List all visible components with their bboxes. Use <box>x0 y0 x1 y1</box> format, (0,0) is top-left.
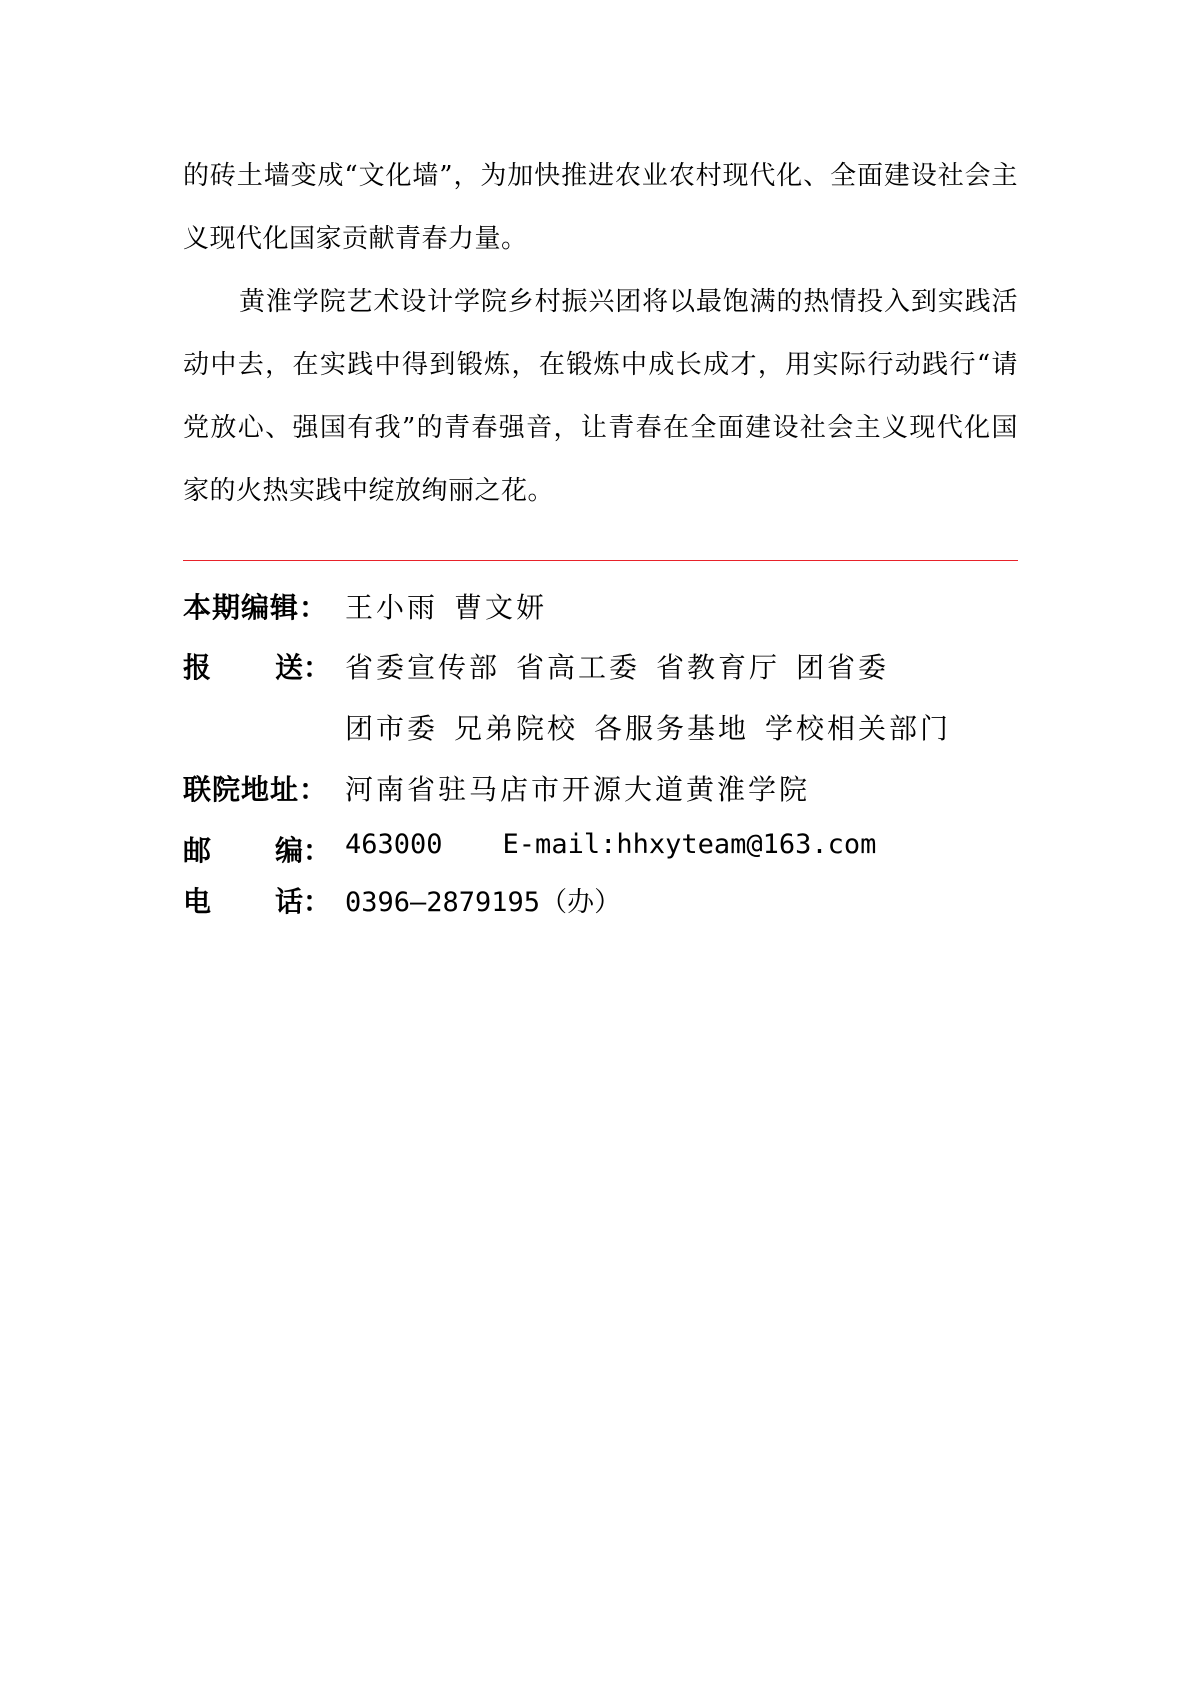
report-to-row-2 <box>183 707 1018 751</box>
recipient: 学校相关部门 <box>765 712 952 745</box>
recipient: 团市委 <box>345 712 439 745</box>
recipient: 省高工委 <box>516 651 641 684</box>
postcode-label: 邮 编： <box>183 834 331 867</box>
red-divider <box>183 560 1018 561</box>
report-to-row <box>183 646 1018 690</box>
address-row <box>183 768 1018 812</box>
editors-value <box>345 586 547 626</box>
report-to-label: 报 送： <box>183 651 331 684</box>
recipient: 团省委 <box>796 651 890 684</box>
address-value: 河南省驻马店市开源大道黄淮学院 <box>345 773 811 806</box>
editor-name: 王小雨 <box>345 591 439 624</box>
editors-label: 本期编辑： <box>183 591 329 624</box>
phone-label: 电 话： <box>183 885 331 918</box>
postcode-number: 463000 <box>345 829 443 860</box>
recipient: 各服务基地 <box>594 712 750 745</box>
postcode-row <box>183 829 1018 873</box>
recipient: 省教育厅 <box>656 651 781 684</box>
recipient: 兄弟院校 <box>454 712 579 745</box>
report-to-line-2 <box>345 707 951 747</box>
paragraph-closing: 黄淮学院艺术设计学院乡村振兴团将以最饱满的热情投入到实践活动中去，在实践中得到锻炼，在锻炼中成长成才，用实际行动践行“请党放心、强国有我”的青春强音，让青春在全面建设社会主义现代化国家的火热实践中绽放绚丽之花。 <box>183 287 1018 506</box>
report-to-line-1 <box>345 646 889 686</box>
postcode-value <box>345 829 876 860</box>
paragraph-continued: 的砖土墙变成“文化墙”，为加快推进农业农村现代化、全面建设社会主义现代化国家贡献青春力量。 <box>183 161 1018 254</box>
editor-name: 曹文妍 <box>454 591 548 624</box>
recipient: 省委宣传部 <box>345 651 501 684</box>
email-address: E-mail:hhxyteam@163.com <box>502 829 877 860</box>
address-label: 联院地址： <box>183 773 329 806</box>
editors-row <box>183 586 1018 630</box>
phone-value: 0396—2879195（办） <box>345 887 622 918</box>
phone-row <box>183 880 1018 924</box>
